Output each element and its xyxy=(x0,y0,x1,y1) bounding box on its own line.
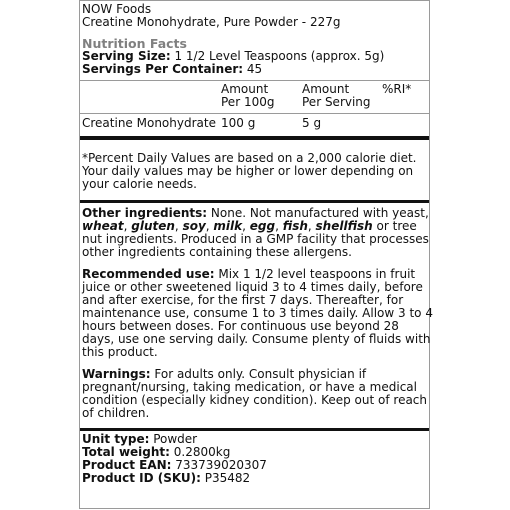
warnings-text: of children. xyxy=(82,406,150,420)
recommended-use-text: hours between doses. For continuous use beyond 28 xyxy=(82,319,399,333)
allergen: soy xyxy=(182,219,206,233)
nutrition-facts-title: Nutrition Facts xyxy=(82,36,187,51)
recommended-use-text: Mix 1 1/2 level teaspoons in fruit xyxy=(214,267,416,281)
product-sku-label: Product ID (SKU): xyxy=(82,471,201,485)
warnings-label: Warnings: xyxy=(82,367,151,381)
product-sku xyxy=(82,472,427,485)
recommended-use xyxy=(80,259,433,359)
divider xyxy=(80,80,429,81)
product-sku-value: P35482 xyxy=(200,471,251,485)
footnote-line: *Percent Daily Values are based on a 2,000 calorie diet. xyxy=(82,151,417,165)
other-ingredients-text: None. Not manufactured with yeast, xyxy=(207,206,429,220)
total-weight-label: Total weight: xyxy=(82,445,170,459)
warnings-text: pregnant/nursing, taking medication, or have a medical xyxy=(82,380,417,394)
nutrient-per100: 100 g xyxy=(221,116,256,130)
other-ingredients xyxy=(80,203,429,259)
recommended-use-text: maintenance use, consume 1 to 3 times daily. Allow 3 to 4 xyxy=(82,306,433,320)
product-ean-value: 733739020307 xyxy=(171,458,267,472)
total-weight-value: 0.2800kg xyxy=(169,445,231,459)
allergen: shellfish xyxy=(315,219,373,233)
warnings xyxy=(80,359,429,420)
nutrient-table-header xyxy=(80,83,429,111)
nutrient-perserving: 5 g xyxy=(302,116,322,130)
unit-type-label: Unit type: xyxy=(82,432,150,446)
serving-size-value: 1 1/2 Level Teaspoons (approx. 5g) xyxy=(174,49,385,63)
product-name: Creatine Monohydrate, Pure Powder - 227g xyxy=(82,15,341,29)
servings-value: 45 xyxy=(246,62,263,76)
nutrient-name: Creatine Monohydrate xyxy=(82,116,216,130)
unit-info xyxy=(80,431,429,485)
product-ean-label: Product EAN: xyxy=(82,458,172,472)
header-perserving-line1: Amount xyxy=(302,82,350,96)
header-per100-line1: Amount xyxy=(221,82,269,96)
allergen: wheat xyxy=(82,219,124,233)
divider xyxy=(80,113,429,114)
header-ri: %RI* xyxy=(382,82,412,96)
other-ingredients-text: or tree xyxy=(372,219,417,233)
recommended-use-label: Recommended use: xyxy=(82,267,215,281)
footnote-line: your calorie needs. xyxy=(82,177,197,191)
servings-per-container xyxy=(82,63,427,76)
allergen: milk xyxy=(213,219,243,233)
warnings-text: For adults only. Consult physician if xyxy=(150,367,367,381)
brand-name: NOW Foods xyxy=(82,2,152,16)
recommended-use-text: this product. xyxy=(82,345,158,359)
other-ingredients-label: Other ingredients: xyxy=(82,206,208,220)
warnings-text: condition (especially kidney condition). Keep out of reach xyxy=(82,393,428,407)
footnote xyxy=(80,140,429,191)
allergen-line: wheat, gluten, soy, milk, egg, fish, shellfish or tree xyxy=(82,219,417,233)
unit-type-value: Powder xyxy=(149,432,198,446)
other-ingredients-text: other ingredients containing these allergens. xyxy=(82,245,352,259)
table-row xyxy=(80,117,429,134)
recommended-use-text: days, use one serving daily. Consume plenty of fluids with xyxy=(82,332,431,346)
footnote-line: Your daily values may be higher or lower depending on xyxy=(82,164,414,178)
servings-label: Servings Per Container: xyxy=(82,62,244,76)
serving-size-label: Serving Size: xyxy=(82,49,171,63)
allergen: egg xyxy=(249,219,276,233)
header-perserving-line2: Per Serving xyxy=(302,95,371,109)
nutrition-label-panel xyxy=(79,0,433,509)
recommended-use-text: juice or other sweetened liquid 3 to 4 times daily, before xyxy=(82,280,423,294)
header-per100-line2: Per 100g xyxy=(221,95,275,109)
allergen: gluten xyxy=(131,219,175,233)
allergen: fish xyxy=(282,219,308,233)
recommended-use-text: and after exercise, for the first 7 days. Thereafter, for xyxy=(82,293,404,307)
other-ingredients-text: nut ingredients. Produced in a GMP facility that processes xyxy=(82,232,429,246)
